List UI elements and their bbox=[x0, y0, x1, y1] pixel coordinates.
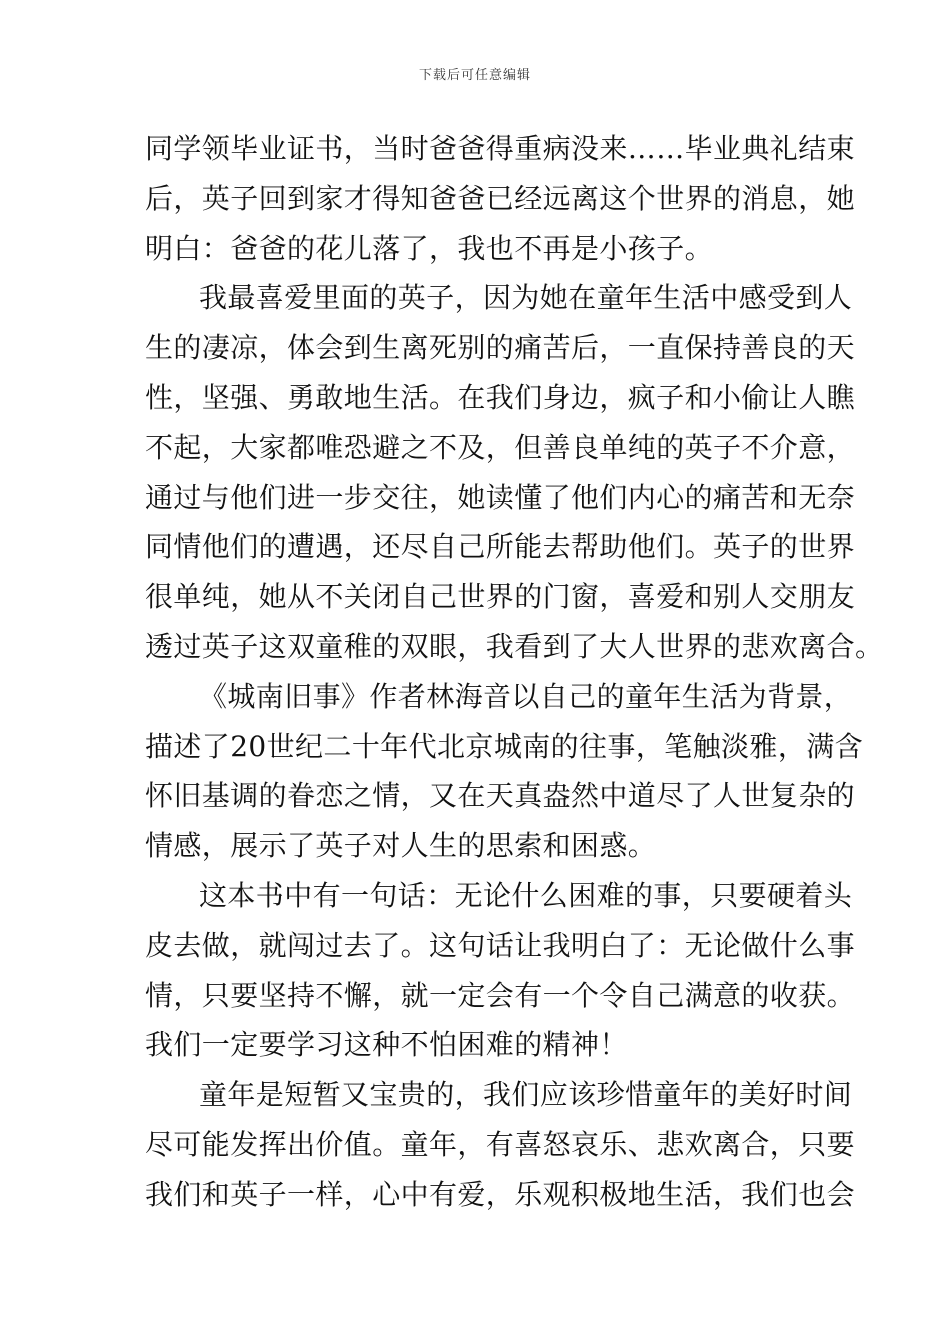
document-body bbox=[145, 124, 884, 1220]
text-line: 性，坚强、勇敢地生活。在我们身边，疯子和小偷让人瞧 bbox=[145, 380, 856, 414]
text-line: 不起，大家都唯恐避之不及，但善良单纯的英子不介意， bbox=[145, 430, 856, 464]
paragraph-first-line: 这本书中有一句话：无论什么困难的事，只要硬着头 bbox=[199, 878, 853, 912]
text-line: 情感，展示了英子对人生的思索和困惑。 bbox=[145, 829, 657, 863]
text-line: 皮去做，就闯过去了。这句话让我明白了：无论做什么事 bbox=[145, 928, 856, 962]
text-line: 明白：爸爸的花儿落了，我也不再是小孩子。 bbox=[145, 231, 714, 265]
text-line: 通过与他们进一步交往，她读懂了他们内心的痛苦和无奈 bbox=[145, 480, 856, 514]
text-line: 怀旧基调的眷恋之情，又在天真盎然中道尽了人世复杂的 bbox=[145, 779, 856, 813]
text-line: 很单纯，她从不关闭自己世界的门窗，喜爱和别人交朋友 bbox=[145, 580, 856, 614]
text-line: 尽可能发挥出价值。童年，有喜怒哀乐、悲欢离合，只要 bbox=[145, 1127, 856, 1161]
page-header: 下载后可任意编辑 bbox=[418, 68, 531, 83]
text-line: 后，英子回到家才得知爸爸已经远离这个世界的消息，她 bbox=[145, 181, 856, 215]
text-line: 情，只要坚持不懈，就一定会有一个令自己满意的收获。 bbox=[145, 978, 856, 1012]
paragraph-first-line: 童年是短暂又宝贵的，我们应该珍惜童年的美好时间 bbox=[199, 1078, 853, 1112]
text-line: 生的凄凉，体会到生离死别的痛苦后，一直保持善良的天 bbox=[145, 331, 856, 365]
text-line: 同学领毕业证书，当时爸爸得重病没来……毕业典礼结束 bbox=[145, 132, 856, 165]
text-line: 透过英子这双童稚的双眼，我看到了大人世界的悲欢离合。 bbox=[145, 629, 884, 663]
text-line: 同情他们的遭遇，还尽自己所能去帮助他们。英子的世界 bbox=[145, 530, 856, 564]
text-line: 描述了20世纪二十年代北京城南的往事，笔触淡雅，满含 bbox=[145, 729, 864, 763]
text-line: 我们一定要学习这种不怕困难的精神！ bbox=[145, 1028, 628, 1062]
text-line: 我们和英子一样，心中有爱，乐观积极地生活，我们也会 bbox=[145, 1177, 856, 1211]
paragraph-first-line: 我最喜爱里面的英子，因为她在童年生活中感受到人 bbox=[199, 281, 853, 315]
paragraph-first-line: 《城南旧事》作者林海音以自己的童年生活为背景， bbox=[199, 679, 853, 713]
